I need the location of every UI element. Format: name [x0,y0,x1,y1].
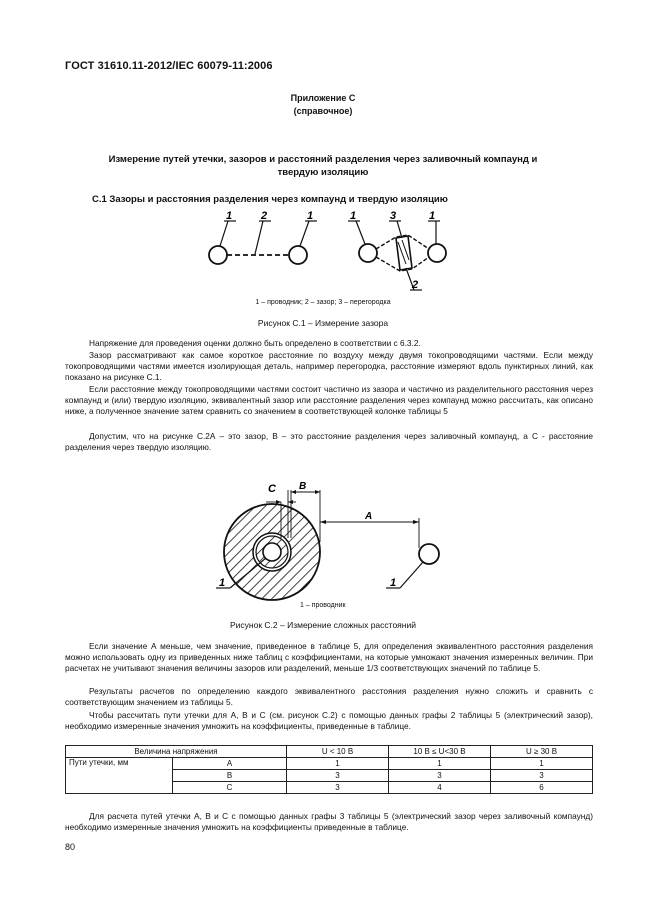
conductor-circle [289,246,307,264]
table-header-row [66,746,593,758]
section-title: С.1 Зазоры и расстояния разделения через компаунд и твердую изоляцию [92,194,448,205]
table-cell: С [173,782,287,794]
paragraph: Если значение А меньше, чем значение, приведенное в таблице 5, для определения эквивалентного расстояния разделения можно использовать одну из приведенных ниже таблиц с коэффициентами, на которые умножают значения измеренных величин. При расчетах не учитывают значения величины зазоров или разделений, меньше 1/3 соответствующих значений по таблице 5. [65,641,593,674]
table-header-cell: U < 10 В [287,746,389,758]
figure-c2-caption: Рисунок С.2 – Измерение сложных расстояний [230,620,416,630]
main-title-line2: твердую изоляцию [277,167,369,178]
label-1: 1 [390,577,397,589]
main-title-line1: Измерение путей утечки, зазоров и расстояний разделения через заливочный компаунд и [108,154,538,165]
page-number: 80 [65,842,76,852]
paragraph: Допустим, что на рисунке С.2А – это зазор, В – это расстояние разделения через заливочный компаунд, а С - расстояние разделения через твердую изоляцию. [65,431,593,453]
table-cell: В [173,770,287,782]
barrier [396,236,412,270]
figure-c1-caption: Рисунок С.1 – Измерение зазора [257,318,389,328]
paragraph: Напряжение для проведения оценки должно быть определено в соответствии с 6.3.2. [89,338,421,348]
figure-c1-legend: 1 – проводник; 2 – зазор; 3 – перегородка [255,299,391,306]
conductor-circle [359,244,377,262]
conductor-circle [428,244,446,262]
table-cell: 1 [287,758,389,770]
table-header-cell: 10 В ≤ U<30 В [389,746,491,758]
appendix-title: Приложение С [290,93,356,103]
figure-c1-diagram [200,208,460,300]
label-3: 3 [390,210,397,222]
label-1: 1 [307,210,314,222]
label-1: 1 [350,210,357,222]
coefficients-table [65,745,593,794]
conductor-circle [209,246,227,264]
table-cell: 4 [389,782,491,794]
label-1: 1 [219,577,226,589]
figure-c2-diagram [200,462,460,602]
appendix-subtitle: (справочное) [293,106,353,116]
table-cell: А [173,758,287,770]
table-row [66,758,593,770]
label-b: B [299,481,307,492]
conductor-circle [419,544,439,564]
table-header-cell: Величина напряжения [66,746,287,758]
table-cell: 1 [491,758,593,770]
table-cell: 3 [287,782,389,794]
label-1: 1 [429,210,436,222]
paragraph: Если расстояние между токопроводящими частями состоит частично из зазора и частично из разделительного расстояния через компаунд и (или) твердую изоляцию, эквивалентный зазор или расстояние разделения через компаунд можно рассчитать, как описано ниже, а полученное значение затем сравнить со значением в соответствующей колонке таблицы 5 [65,384,593,417]
table-row-label: Пути утечки, мм [66,758,173,794]
table-cell: 3 [389,770,491,782]
table-cell: 3 [491,770,593,782]
paragraph: Чтобы рассчитать пути утечки для А, В и С (см. рисунок С.2) с помощью данных графы 2 таблицы 5 (электрический зазор), необходимо измеренные значения умножить на коэффициенты, приведенные в таблице. [65,710,593,732]
label-1: 1 [226,210,233,222]
table-cell: 6 [491,782,593,794]
table-cell: 1 [389,758,491,770]
label-2: 2 [261,210,268,222]
paragraph: Зазор рассматривают как самое короткое расстояние по воздуху между двумя токопроводящими частями. Если между токопроводящими частями имеется изолирующая деталь, например перегородка, расстояние измеряют вдоль пунктирных линий, как показано на рисунке С.1. [65,350,593,383]
table-cell: 3 [287,770,389,782]
label-c: C [268,483,276,495]
paragraph: Для расчета путей утечки А, В и С с помощью данных графы 3 таблицы 5 (электрический зазор через заливочный компаунд) необходимо измеренные значения умножить на коэффициенты приведенные в таблице. [65,811,593,833]
table-header-cell: U ≥ 30 В [491,746,593,758]
figure-c2-legend: 1 – проводник [300,602,346,609]
document-header: ГОСТ 31610.11-2012/IEC 60079-11:2006 [65,60,273,72]
label-2: 2 [412,279,419,291]
paragraph: Результаты расчетов по определению каждого эквивалентного расстояния разделения нужно сложить и сравнить с соответствующим значением из таблицы 5. [65,686,593,708]
label-a: A [365,511,373,522]
